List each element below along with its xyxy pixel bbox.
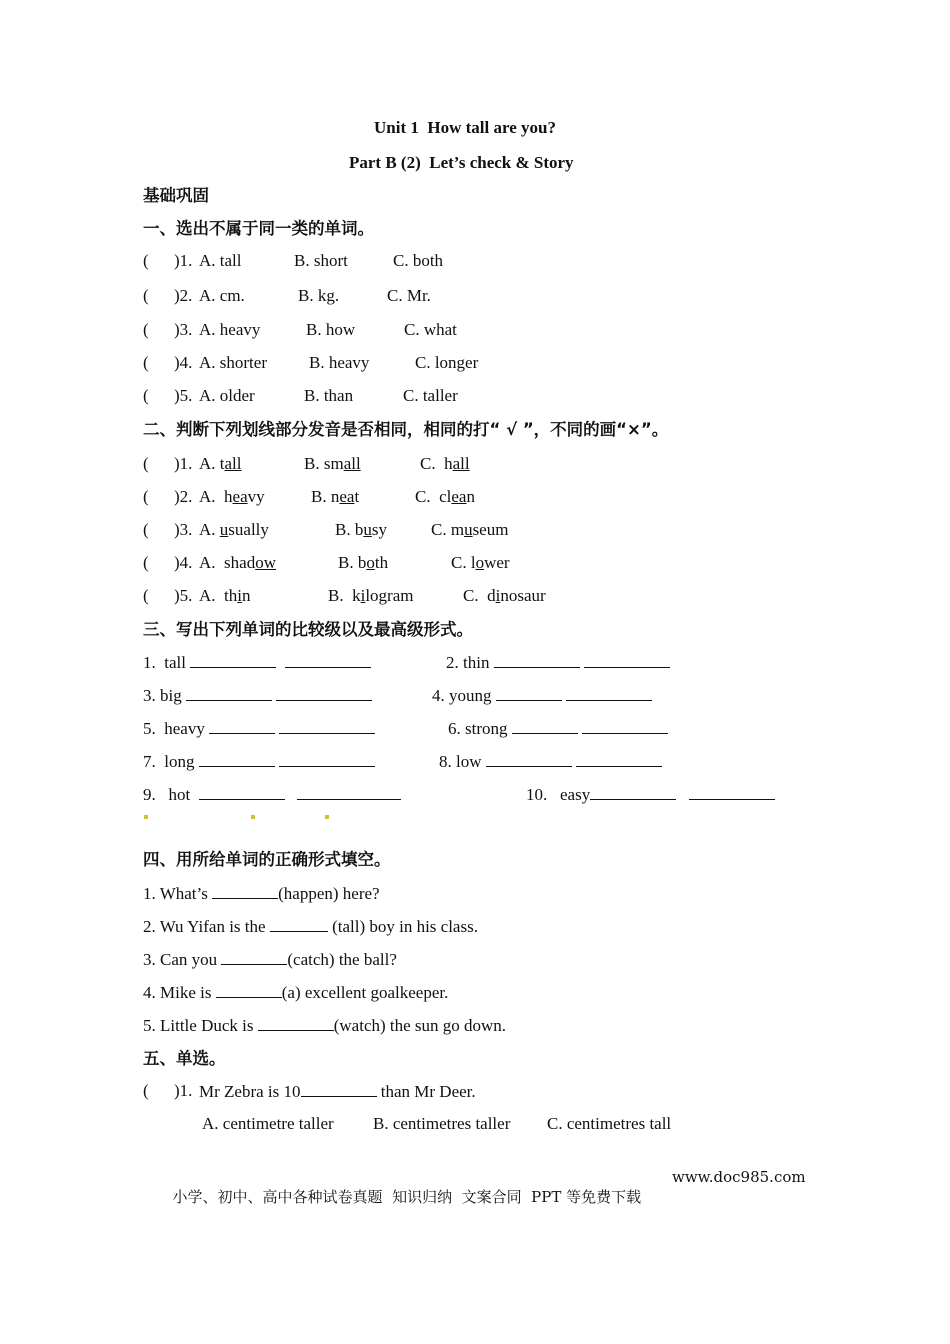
option-c: C. hall: [420, 454, 470, 473]
option-a: A. heavy: [199, 487, 265, 506]
answer-paren: (: [143, 553, 149, 572]
page-title: Unit 1 How tall are you?: [374, 118, 556, 137]
answer-blank[interactable]: [297, 783, 401, 800]
answer-blank[interactable]: [279, 750, 375, 767]
option-a: A. heavy: [199, 320, 261, 339]
word-item: 1. tall: [143, 651, 371, 674]
fill-question: 1. What’s (happen) here?: [143, 884, 380, 903]
artifact-mark: [251, 815, 255, 819]
answer-blank[interactable]: [512, 717, 578, 734]
option-a: A. older: [199, 386, 255, 405]
fill-question: 3. Can you (catch) the ball?: [143, 950, 397, 969]
fill-question: 5. Little Duck is (watch) the sun go down.: [143, 1016, 507, 1035]
answer-blank[interactable]: [212, 882, 278, 899]
answer-blank[interactable]: [216, 981, 282, 998]
option-c: C. lower: [451, 553, 510, 572]
option-a: A. tall: [199, 251, 242, 270]
option-a: A. usually: [199, 520, 269, 539]
option-a: A. centimetre taller: [202, 1114, 334, 1133]
word-item: 9. hot: [143, 783, 401, 806]
option-c: C. what: [404, 320, 457, 339]
answer-blank[interactable]: [270, 915, 328, 932]
option-b: B. neat: [311, 487, 360, 506]
answer-blank[interactable]: [209, 717, 275, 734]
answer-paren: (: [143, 353, 149, 372]
question-number: )5.: [174, 586, 193, 605]
option-b: B. than: [304, 386, 354, 405]
option-b: B. both: [338, 553, 389, 572]
word-item: 7. long: [143, 750, 375, 773]
underlined-sound: ea: [232, 487, 248, 506]
answer-paren: (: [143, 520, 149, 539]
answer-paren: (: [143, 1081, 149, 1100]
word-item: 4. young: [432, 684, 652, 707]
underlined-sound: ea: [339, 487, 355, 506]
word-item: 3. big: [143, 684, 372, 707]
question-number: )1.: [174, 1081, 193, 1100]
option-a: A. shorter: [199, 353, 267, 372]
option-c: C. centimetres tall: [547, 1114, 672, 1133]
question-number: )2.: [174, 286, 193, 305]
question-number: )3.: [174, 520, 193, 539]
option-c: C. clean: [415, 487, 475, 506]
underlined-sound: i: [360, 586, 366, 605]
underlined-sound: u: [363, 520, 372, 539]
answer-blank[interactable]: [590, 783, 676, 800]
answer-paren: (: [143, 386, 149, 405]
answer-paren: (: [143, 586, 149, 605]
answer-blank[interactable]: [285, 651, 371, 668]
answer-blank[interactable]: [576, 750, 662, 767]
section2-heading: 二、判断下列划线部分发音是否相同，相同的打“ √ ”，不同的画“×”。: [143, 420, 669, 439]
answer-blank[interactable]: [566, 684, 652, 701]
underlined-sound: ea: [451, 487, 467, 506]
answer-paren: (: [143, 487, 149, 506]
underlined-sound: all: [452, 454, 470, 473]
fill-question: 2. Wu Yifan is the (tall) boy in his class.: [143, 917, 478, 936]
option-a: A. thin: [199, 586, 251, 605]
footer-text: 小学、初中、高中各种试卷真题 知识归纳 文案合同 PPT 等免费下载: [172, 1188, 642, 1206]
word-item: 8. low: [439, 750, 662, 773]
option-b: B. centimetres taller: [373, 1114, 511, 1133]
answer-blank[interactable]: [496, 684, 562, 701]
section1-heading: 一、选出不属于同一类的单词。: [143, 219, 374, 238]
option-b: B. kg.: [298, 286, 340, 305]
answer-blank[interactable]: [186, 684, 272, 701]
question-number: )4.: [174, 553, 193, 572]
answer-paren: (: [143, 320, 149, 339]
option-b: B. busy: [335, 520, 387, 539]
question-number: )3.: [174, 320, 193, 339]
artifact-mark: [325, 815, 329, 819]
answer-blank[interactable]: [486, 750, 572, 767]
answer-paren: (: [143, 454, 149, 473]
answer-blank[interactable]: [301, 1080, 377, 1097]
question-number: )5.: [174, 386, 193, 405]
answer-blank[interactable]: [279, 717, 375, 734]
page-subtitle: Part B (2) Let’s check & Story: [349, 153, 574, 172]
section-basic-heading: 基础巩固: [143, 186, 209, 205]
section3-heading: 三、写出下列单词的比较级以及最高级形式。: [143, 620, 473, 639]
artifact-mark: [144, 815, 148, 819]
answer-paren: (: [143, 251, 149, 270]
question-number: )1.: [174, 251, 193, 270]
footer-link[interactable]: www.doc985.com: [672, 1168, 806, 1186]
option-a: A. shadow: [199, 553, 276, 572]
word-item: 5. heavy: [143, 717, 375, 740]
underlined-sound: i: [237, 586, 242, 605]
answer-blank[interactable]: [584, 651, 670, 668]
word-item: 10. easy: [526, 783, 775, 806]
underlined-sound: all: [343, 454, 361, 473]
answer-blank[interactable]: [276, 684, 372, 701]
word-item: 2. thin: [446, 651, 670, 674]
option-b: B. heavy: [309, 353, 370, 372]
answer-blank[interactable]: [258, 1014, 334, 1031]
answer-blank[interactable]: [689, 783, 775, 800]
fill-question: 4. Mike is (a) excellent goalkeeper.: [143, 983, 449, 1002]
answer-blank[interactable]: [199, 783, 285, 800]
question-number: )1.: [174, 454, 193, 473]
option-c: C. both: [393, 251, 444, 270]
answer-blank[interactable]: [582, 717, 668, 734]
option-c: C. museum: [431, 520, 509, 539]
underlined-sound: all: [224, 454, 242, 473]
option-b: B. small: [304, 454, 361, 473]
answer-paren: (: [143, 286, 149, 305]
section5-heading: 五、单选。: [143, 1049, 226, 1068]
answer-blank[interactable]: [494, 651, 580, 668]
option-b: B. kilogram: [328, 586, 414, 605]
option-c: C. dinosaur: [463, 586, 546, 605]
underlined-sound: u: [219, 520, 229, 539]
underlined-sound: u: [464, 520, 473, 539]
word-item: 6. strong: [448, 717, 668, 740]
underlined-sound: i: [495, 586, 501, 605]
underlined-sound: o: [366, 553, 375, 572]
option-a: A. cm.: [199, 286, 245, 305]
question-number: )2.: [174, 487, 193, 506]
option-a: A. tall: [199, 454, 242, 473]
option-c: C. longer: [415, 353, 479, 372]
answer-blank[interactable]: [190, 651, 276, 668]
question-number: )4.: [174, 353, 193, 372]
underlined-sound: ow: [255, 553, 276, 572]
section4-heading: 四、用所给单词的正确形式填空。: [143, 850, 391, 869]
answer-blank[interactable]: [221, 948, 287, 965]
option-b: B. how: [306, 320, 356, 339]
option-b: B. short: [294, 251, 348, 270]
answer-blank[interactable]: [199, 750, 275, 767]
footer: [163, 1168, 806, 1225]
option-c: C. taller: [403, 386, 458, 405]
underlined-sound: o: [475, 553, 485, 572]
question-text: Mr Zebra is 10 than Mr Deer.: [199, 1082, 476, 1101]
option-c: C. Mr.: [387, 286, 431, 305]
